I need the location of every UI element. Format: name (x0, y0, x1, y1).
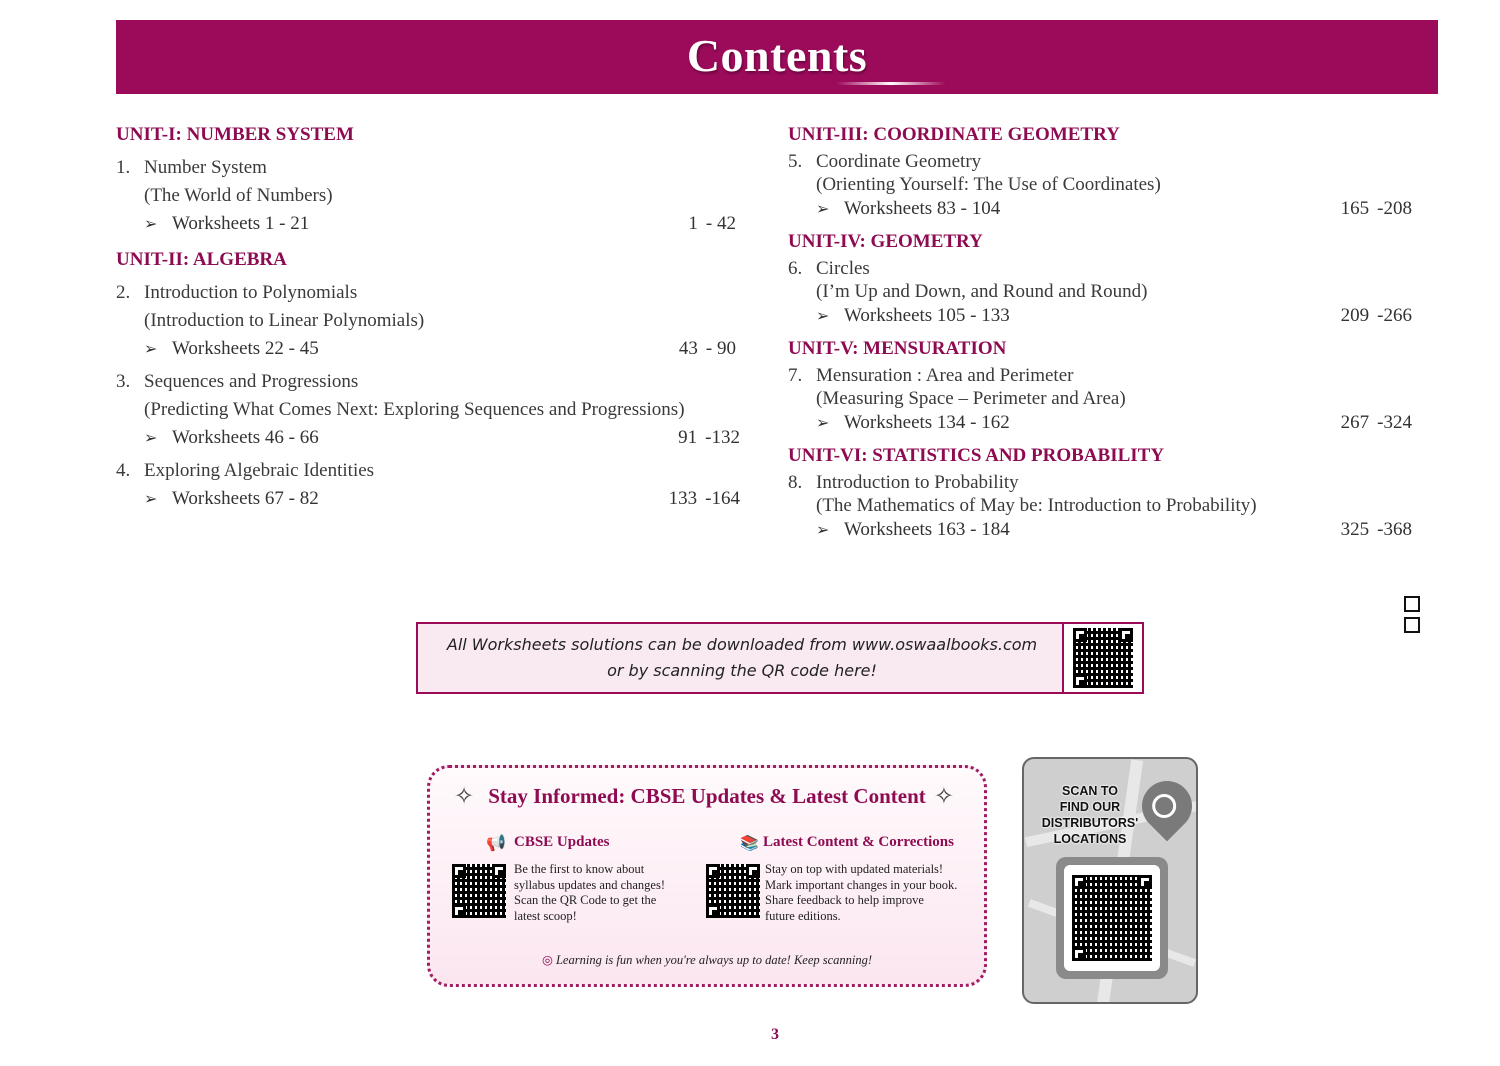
contents-left-column (116, 110, 746, 510)
worksheet-range: Worksheets 46 - 66 (172, 427, 319, 448)
chapter-entry (116, 368, 746, 396)
chapter-number: 7. (788, 365, 803, 386)
chapter-number: 6. (788, 258, 803, 279)
locator-text: SCAN TO FIND OUR DISTRIBUTORS' LOCATIONS (1041, 784, 1139, 846)
page-title: Contents (686, 30, 868, 81)
arrow-bullet-icon: ➢ (144, 430, 158, 447)
contents-banner (116, 20, 1438, 94)
download-notice-box (416, 622, 1144, 694)
chapter-title: Number System (144, 157, 267, 178)
chapter-entry (116, 154, 746, 182)
unit-heading: UNIT-V: MENSURATION (788, 338, 1007, 359)
distributor-qr-code[interactable] (1072, 875, 1152, 961)
promo-footer (430, 952, 984, 968)
chapter-subtitle: (Predicting What Comes Next: Exploring Sequences and Progressions) (144, 399, 685, 420)
chapter-number: 2. (116, 282, 131, 303)
chapter-title: Exploring Algebraic Identities (144, 460, 375, 481)
chapter-number: 4. (116, 460, 131, 481)
chapter-entry (116, 279, 746, 307)
worksheet-row (116, 488, 746, 510)
chapter-title: Introduction to Polynomials (144, 282, 358, 303)
worksheet-row (116, 213, 746, 235)
page-number: 3 (771, 1026, 779, 1043)
chapter-title: Coordinate Geometry (816, 151, 982, 172)
chapter-title: Sequences and Progressions (144, 371, 359, 392)
stay-informed-title: Stay Informed: CBSE Updates & Latest Content (488, 784, 926, 808)
banner-underline (836, 82, 946, 85)
solutions-qr-code[interactable] (1062, 624, 1142, 692)
download-notice-text (418, 624, 1066, 692)
stay-informed-panel (427, 765, 987, 987)
worksheet-range: Worksheets 1 - 21 (172, 213, 310, 234)
arrow-bullet-icon: ➢ (816, 522, 830, 539)
chapter-title: Introduction to Probability (816, 472, 1019, 493)
chapter-subtitle: (I’m Up and Down, and Round and Round) (816, 281, 1148, 302)
chapter-entry (116, 457, 746, 485)
arrow-bullet-icon: ➢ (144, 341, 158, 358)
page-range: 133 -164 (668, 488, 740, 509)
chapter-title: Mensuration : Area and Perimeter (816, 365, 1074, 386)
worksheet-row (116, 338, 746, 360)
worksheet-row (788, 303, 1418, 330)
chapter-number: 5. (788, 151, 803, 172)
arrow-bullet-icon: ➢ (816, 201, 830, 218)
contents-right-column (788, 110, 1418, 544)
latest-content-description: Stay on top with updated materials! Mark important changes in your book. Share feedback to help improve future editions. (765, 862, 958, 923)
chapter-number: 1. (116, 157, 131, 178)
megaphone-icon: 📢 (486, 835, 506, 852)
unit-heading: UNIT-VI: STATISTICS AND PROBABILITY (788, 445, 1165, 466)
sparkle-icon: ✧ (454, 784, 475, 810)
unit-heading: UNIT-I: NUMBER SYSTEM (116, 124, 354, 145)
worksheet-row (116, 427, 746, 449)
arrow-bullet-icon: ➢ (816, 308, 830, 325)
chapter-subtitle: (Measuring Space – Perimeter and Area) (816, 388, 1126, 409)
chapter-subtitle: (The World of Numbers) (144, 185, 333, 206)
unit-heading: UNIT-II: ALGEBRA (116, 249, 287, 270)
chapter-number: 3. (116, 371, 131, 392)
books-icon: 📚 (740, 836, 759, 852)
worksheet-row (788, 196, 1418, 223)
page-range: 43 - 90 (678, 338, 736, 359)
worksheet-range: Worksheets 67 - 82 (172, 488, 319, 509)
cbse-updates-heading: CBSE Updates (514, 834, 610, 850)
qr-code-icon (1073, 628, 1133, 688)
page-range: 1 - 42 (688, 213, 736, 234)
page-range: 165 -208 (1340, 198, 1412, 219)
arrow-bullet-icon: ➢ (816, 415, 830, 432)
chapter-subtitle: (Introduction to Linear Polynomials) (144, 310, 425, 331)
worksheet-range: Worksheets 105 - 133 (844, 305, 1010, 326)
page-range: 209 -266 (1340, 305, 1412, 326)
chapter-entry (788, 150, 1418, 173)
target-icon: ◎ (541, 953, 553, 967)
download-line-1: All Worksheets solutions can be downloaded from www.oswaalbooks.com (446, 635, 1038, 654)
sparkle-icon: ✧ (933, 784, 954, 810)
worksheet-row (788, 517, 1418, 544)
distributor-locator-card[interactable] (1022, 757, 1198, 1004)
chapter-entry (788, 471, 1418, 494)
worksheet-range: Worksheets 163 - 184 (844, 519, 1010, 540)
arrow-bullet-icon: ➢ (144, 491, 158, 508)
end-mark-icon (1404, 596, 1436, 612)
unit-heading: UNIT-IV: GEOMETRY (788, 231, 983, 252)
page-range: 325 -368 (1340, 519, 1412, 540)
latest-content-qr-code[interactable] (706, 864, 760, 918)
chapter-number: 8. (788, 472, 803, 493)
chapter-subtitle: (Orienting Yourself: The Use of Coordinates) (816, 174, 1161, 195)
page-range: 91 -132 (678, 427, 740, 448)
chapter-subtitle: (The Mathematics of May be: Introduction to Probability) (816, 495, 1257, 516)
promo-footer-text: Learning is fun when you're always up to date! Keep scanning! (555, 953, 873, 967)
chapter-entry (788, 257, 1418, 280)
chapter-title: Circles (816, 258, 870, 279)
worksheet-range: Worksheets 134 - 162 (844, 412, 1010, 433)
cbse-updates-qr-code[interactable] (452, 864, 506, 918)
download-line-2: or by scanning the QR code here! (607, 661, 877, 680)
worksheet-range: Worksheets 22 - 45 (172, 338, 319, 359)
worksheet-row (788, 410, 1418, 437)
cbse-updates-description: Be the first to know about syllabus updates and changes! Scan the QR Code to get the latest scoop! (514, 862, 666, 923)
arrow-bullet-icon: ➢ (144, 216, 158, 233)
page-range: 267 -324 (1340, 412, 1412, 433)
unit-heading: UNIT-III: COORDINATE GEOMETRY (788, 124, 1120, 145)
chapter-entry (788, 364, 1418, 387)
locator-qr-frame (1056, 857, 1168, 979)
latest-content-heading: Latest Content & Corrections (763, 834, 954, 850)
worksheet-range: Worksheets 83 - 104 (844, 198, 1001, 219)
